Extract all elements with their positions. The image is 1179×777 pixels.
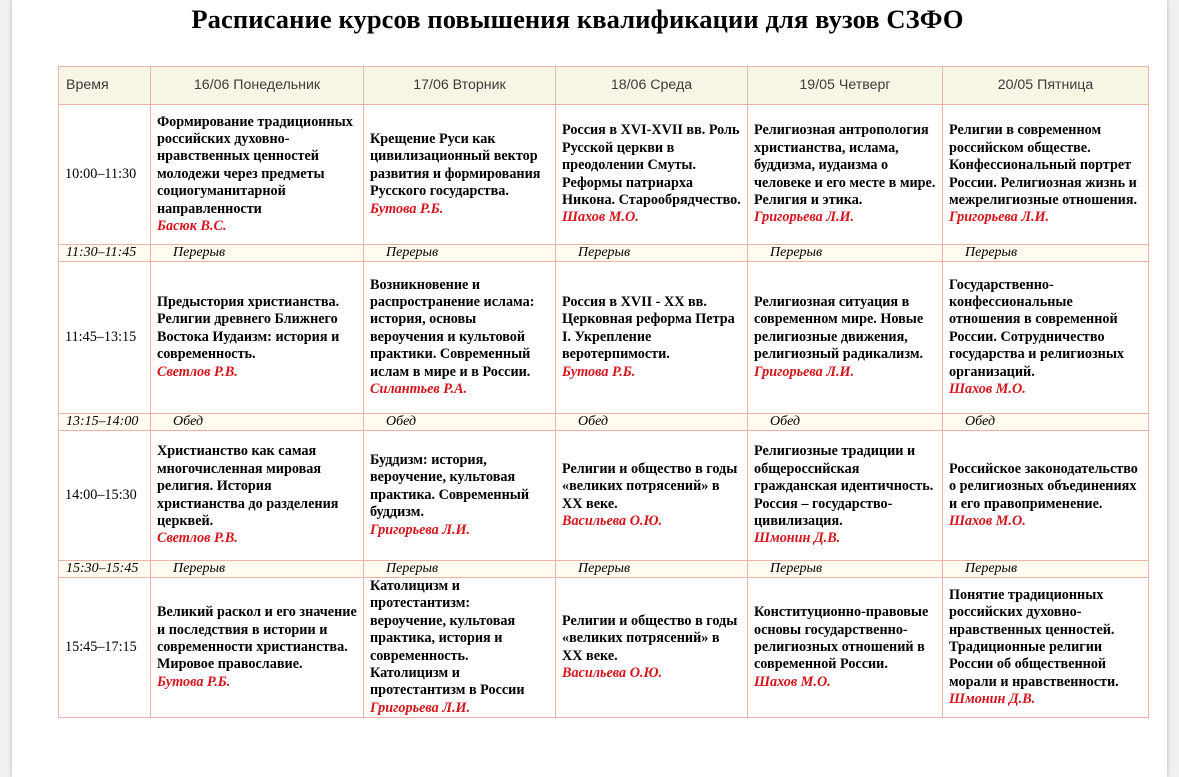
lesson-topic: Религиозные традиции и общероссийская гражданская идентичность. Россия – государство-цивилизация. (754, 443, 934, 529)
lesson-topic: Предыстория христианства. Религии древнего Ближнего Востока Иудаизм: история и современность. (157, 293, 340, 363)
header-time: Время (59, 67, 151, 105)
break-label: Перерыв (151, 245, 364, 262)
lesson-cell (556, 431, 748, 561)
lesson-topic: Государственно-конфессиональные отношения в современной России. Сотрудничество государства и религиозных организаций. (949, 276, 1125, 380)
slot-time: 14:00–15:30 (59, 431, 151, 561)
lecturer-name: Басюк В.С. (157, 218, 227, 235)
lesson-topic: Великий раскол и его значение и последствия в истории и современности христианства. Мировое православие. (157, 604, 357, 673)
header-day: 18/06 Среда (556, 67, 748, 105)
lesson-topic: Религии и общество в годы «великих потрясений» в XX веке. (562, 460, 738, 512)
header-day: 16/06 Понедельник (151, 67, 364, 105)
lesson-cell (943, 431, 1149, 561)
lesson-cell (943, 262, 1149, 414)
header-day: 20/05 Пятница (943, 67, 1149, 105)
lesson-topic: Крещение Руси как цивилизационный вектор развития и формирования Русского государства. (370, 130, 541, 200)
lesson-cell (556, 578, 748, 718)
break-label: Перерыв (556, 561, 748, 578)
lecturer-name: Бутова Р.Б. (562, 363, 636, 380)
break-label: Обед (151, 414, 364, 431)
slot-time: 11:45–13:15 (59, 262, 151, 414)
break-label: Обед (943, 414, 1149, 431)
break-time: 13:15–14:00 (59, 414, 151, 431)
break-label: Обед (748, 414, 943, 431)
lesson-cell (748, 105, 943, 245)
break-row (59, 245, 1149, 262)
break-label: Перерыв (748, 561, 943, 578)
lesson-row (59, 431, 1149, 561)
lesson-cell (364, 431, 556, 561)
lesson-cell (943, 105, 1149, 245)
lecturer-name: Григорьева Л.И. (949, 209, 1050, 226)
lecturer-name: Светлов Р.В. (157, 363, 238, 380)
lecturer-name: Шмонин Д.В. (754, 530, 841, 547)
lesson-topic: Религии и общество в годы «великих потрясений» в XX веке. (562, 612, 738, 664)
lesson-cell (364, 578, 556, 718)
lecturer-name: Шмонин Д.В. (949, 691, 1036, 708)
lesson-cell (151, 262, 364, 414)
break-label: Перерыв (151, 561, 364, 578)
header-day: 17/06 Вторник (364, 67, 556, 105)
slot-time: 10:00–11:30 (59, 105, 151, 245)
lesson-topic: Понятие традиционных российских духовно-нравственных ценностей. Традиционные религии России об общественной морали и нравственности. (949, 586, 1119, 690)
lesson-topic: Буддизм: история, вероучение, культовая практика. Современный буддизм. (370, 451, 530, 521)
lesson-topic: Католицизм и протестантизм: вероучение, культовая практика, история и современность. Католицизм и протестантизм в России (370, 578, 525, 699)
lesson-cell (943, 578, 1149, 718)
lecturer-name: Васильева О.Ю. (562, 512, 663, 529)
lecturer-name: Шахов М.О. (754, 673, 831, 690)
lesson-topic: Россия в XVII - XX вв. Церковная реформа Петра I. Укрепление веротерпимости. (562, 293, 735, 363)
lecturer-name: Бутова Р.Б. (157, 673, 231, 690)
lecturer-name: Григорьева Л.И. (754, 209, 855, 226)
lesson-cell (748, 262, 943, 414)
header-day: 19/05 Четверг (748, 67, 943, 105)
schedule-table (58, 66, 1149, 718)
lecturer-name: Шахов М.О. (949, 381, 1026, 398)
break-label: Перерыв (364, 245, 556, 262)
lesson-cell (556, 262, 748, 414)
lecturer-name: Светлов Р.В. (157, 530, 238, 547)
lesson-topic: Россия в XVI-XVII вв. Роль Русской церкви в преодолении Смуты. Реформы патриарха Никона. Старообрядчество. (562, 122, 741, 208)
break-time: 11:30–11:45 (59, 245, 151, 262)
lesson-cell (151, 431, 364, 561)
lecturer-name: Григорьева Л.И. (370, 699, 471, 716)
lesson-topic: Формирование традиционных российских духовно-нравственных ценностей молодежи через предметы социогуманитарной направленности (157, 113, 353, 217)
break-time: 15:30–15:45 (59, 561, 151, 578)
lesson-topic: Конституционно-правовые основы государственно-религиозных отношений в современной России. (754, 604, 929, 673)
lesson-row (59, 578, 1149, 718)
break-label: Обед (556, 414, 748, 431)
lecturer-name: Васильева О.Ю. (562, 665, 663, 682)
break-label: Перерыв (748, 245, 943, 262)
lesson-topic: Религии в современном российском обществе. Конфессиональный портрет России. Религиозная жизнь и межрелигиозные отношения. (949, 122, 1138, 208)
lesson-topic: Христианство как самая многочисленная мировая религия. История христианства до разделения церквей. (157, 443, 339, 529)
lesson-row (59, 262, 1149, 414)
lecturer-name: Бутова Р.Б. (370, 200, 444, 217)
lecturer-name: Григорьева Л.И. (370, 521, 471, 538)
lesson-topic: Возникновение и распространение ислама: история, основы вероучения и культовой практики. Современный ислам в мире и в России. (370, 276, 535, 380)
lecturer-name: Силантьев Р.А. (370, 381, 468, 398)
lecturer-name: Шахов М.О. (949, 512, 1026, 529)
lecturer-name: Шахов М.О. (562, 209, 639, 226)
break-label: Обед (364, 414, 556, 431)
break-label: Перерыв (364, 561, 556, 578)
header-row (59, 67, 1149, 105)
lesson-cell (556, 105, 748, 245)
break-row (59, 561, 1149, 578)
break-row (59, 414, 1149, 431)
lesson-topic: Российское законодательство о религиозных объединениях и его правоприменение. (949, 460, 1138, 512)
lesson-cell (364, 105, 556, 245)
lesson-topic: Религиозная антропология христианства, ислама, буддизма, иудаизма о человеке и его месте в мире. Религия и этика. (754, 122, 936, 208)
lesson-cell (364, 262, 556, 414)
lecturer-name: Григорьева Л.И. (754, 363, 855, 380)
lesson-cell (748, 578, 943, 718)
page-title: Расписание курсов повышения квалификации для вузов СЗФО (191, 4, 964, 34)
lesson-row (59, 105, 1149, 245)
lesson-topic: Религиозная ситуация в современном мире. Новые религиозные движения, религиозный радикализм. (754, 293, 924, 363)
slot-time: 15:45–17:15 (59, 578, 151, 718)
lesson-cell (748, 431, 943, 561)
lesson-cell (151, 105, 364, 245)
break-label: Перерыв (556, 245, 748, 262)
break-label: Перерыв (943, 561, 1149, 578)
lesson-cell (151, 578, 364, 718)
break-label: Перерыв (943, 245, 1149, 262)
